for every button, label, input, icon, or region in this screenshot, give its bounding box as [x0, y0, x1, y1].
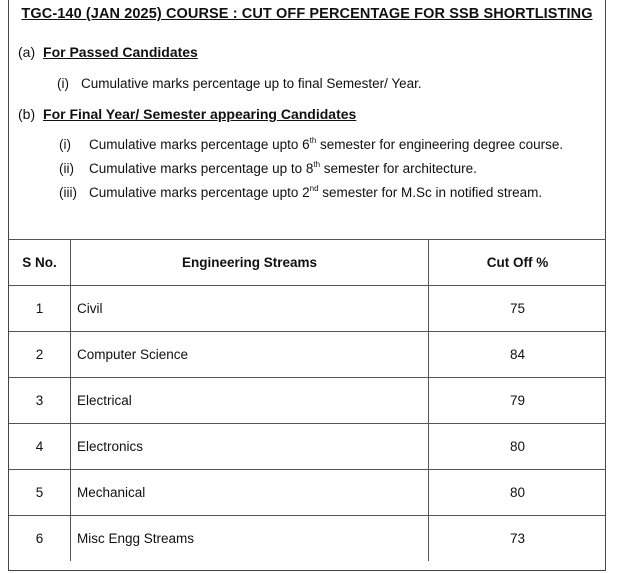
item-text-sup: th: [309, 136, 317, 145]
cell-cutoff: 80: [429, 470, 607, 516]
table-row: [9, 424, 606, 470]
header-cutoff: Cut Off %: [429, 240, 607, 286]
item-number: (i): [57, 76, 69, 91]
item-text-sup: th: [313, 160, 321, 169]
section-a-label: (a): [18, 44, 36, 60]
table-row: [9, 516, 606, 562]
item-text-pre: Cumulative marks percentage upto 2: [89, 185, 310, 200]
item-text: Cumulative marks percentage up to final Semester/ Year.: [81, 76, 422, 91]
item-number: (iii): [59, 185, 77, 200]
cell-stream: Computer Science: [71, 332, 429, 378]
cell-stream: Misc Engg Streams: [71, 516, 429, 562]
cell-stream: Electrical: [71, 378, 429, 424]
cell-sno: 2: [9, 332, 71, 378]
section-a-heading: For Passed Candidates: [43, 44, 198, 60]
cell-stream: Electronics: [71, 424, 429, 470]
item-number: (i): [59, 137, 71, 152]
section-b-heading: For Final Year/ Semester appearing Candidates: [43, 106, 357, 122]
table-header-row: [9, 240, 606, 286]
item-text-pre: Cumulative marks percentage upto 6: [89, 137, 310, 152]
cell-cutoff: 84: [429, 332, 607, 378]
cell-stream: Civil: [71, 286, 429, 332]
cell-sno: 6: [9, 516, 71, 562]
section-a-item-1: [57, 76, 422, 91]
cell-cutoff: 79: [429, 378, 607, 424]
section-b-item-1: [59, 137, 563, 152]
item-text-pre: Cumulative marks percentage up to 8: [89, 161, 314, 176]
item-text-post: semester for engineering degree course.: [316, 137, 564, 152]
section-b-header: [18, 106, 356, 122]
item-text-sup: nd: [309, 184, 319, 193]
cell-stream: Mechanical: [71, 470, 429, 516]
cell-sno: 3: [9, 378, 71, 424]
header-stream: Engineering Streams: [71, 240, 429, 286]
item-text-post: semester for M.Sc in notified stream.: [318, 185, 543, 200]
cell-cutoff: 75: [429, 286, 607, 332]
cell-cutoff: 80: [429, 424, 607, 470]
cell-cutoff: 73: [429, 516, 607, 562]
cell-sno: 5: [9, 470, 71, 516]
cutoff-document: [8, 0, 606, 571]
table-row: [9, 470, 606, 516]
table-row: [9, 378, 606, 424]
section-a-header: [18, 44, 198, 60]
cell-sno: 4: [9, 424, 71, 470]
cutoff-table: [9, 239, 606, 561]
table-row: [9, 286, 606, 332]
section-b-label: (b): [18, 106, 36, 122]
cell-sno: 1: [9, 286, 71, 332]
section-b-item-2: [59, 161, 477, 176]
table-row: [9, 332, 606, 378]
item-text-post: semester for architecture.: [320, 161, 477, 176]
section-b-item-3: [59, 185, 542, 200]
document-title: TGC-140 (JAN 2025) COURSE : CUT OFF PERCENTAGE FOR SSB SHORTLISTING: [21, 6, 593, 22]
header-sno: S No.: [9, 240, 71, 286]
item-number: (ii): [59, 161, 74, 176]
